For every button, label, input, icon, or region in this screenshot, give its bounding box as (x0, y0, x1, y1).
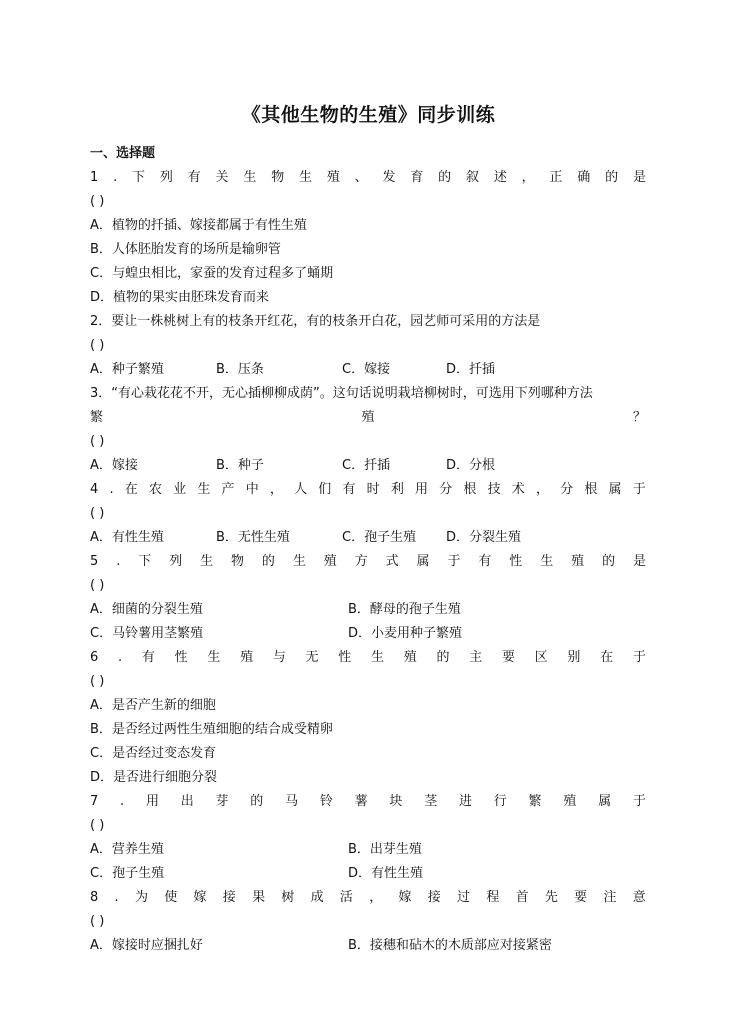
question-8-stem-char: 程 (486, 890, 500, 905)
question-4-stem-char: 有 (342, 482, 356, 497)
question-4-option-d: D．分裂生殖 (446, 530, 522, 545)
question-5-option-b: B．酵母的孢子生殖 (348, 602, 461, 617)
question-6-stem-char: 要 (501, 650, 515, 665)
question-5-options-row-1 (90, 598, 646, 622)
question-1-stem-char: 、 (354, 170, 368, 185)
question-8-option-a: A．嫁接时应捆扎好 (90, 938, 203, 953)
question-8-stem-char: 树 (281, 890, 295, 905)
question-6-stem-char: 6 (90, 650, 99, 665)
question-4-options (90, 526, 646, 550)
question-7-option-c: C．孢子生殖 (90, 866, 165, 881)
question-5-option-a: A．细菌的分裂生殖 (90, 602, 203, 617)
question-6-stem-char: 别 (567, 650, 581, 665)
question-3-options (90, 454, 646, 478)
question-1-option-d: D．植物的果实由胚珠发育而来 (90, 290, 270, 305)
question-1-answer-paren: ( ) (90, 194, 105, 209)
question-4-option-b: B．无性生殖 (216, 530, 290, 545)
question-6-stem-char: 在 (600, 650, 614, 665)
question-8-stem-char: 意 (632, 890, 646, 905)
question-4-stem-char: 于 (632, 482, 646, 497)
question-1-stem-char: 关 (215, 170, 229, 185)
question-8-stem-char: 使 (164, 890, 178, 905)
question-1-stem-char: 述 (493, 170, 507, 185)
question-4-stem-char: ， (535, 482, 549, 497)
question-3-option-d: D．分根 (446, 458, 496, 473)
question-6-stem-char: 主 (469, 650, 483, 665)
question-4-stem-char: ， (269, 482, 283, 497)
question-5-stem-char: 物 (231, 554, 245, 569)
question-5-stem-char: 属 (416, 554, 430, 569)
question-5-stem-char: 有 (478, 554, 492, 569)
question-6-stem-char: 生 (371, 650, 385, 665)
question-6-stem-char: 有 (141, 650, 155, 665)
question-4-stem-char: 中 (245, 482, 259, 497)
question-5-stem-char: 生 (200, 554, 214, 569)
question-2-option-b: B．压条 (216, 362, 264, 377)
question-2-option-d: D．扦插 (446, 362, 496, 377)
question-1-stem-char: 正 (549, 170, 563, 185)
question-4-stem-char: 分 (560, 482, 574, 497)
question-6-option-b: B．是否经过两性生殖细胞的结合成受精卵 (90, 722, 333, 737)
question-7-answer-paren: ( ) (90, 818, 105, 833)
question-1-stem-char: 生 (299, 170, 313, 185)
question-1-stem-char: 的 (605, 170, 619, 185)
question-3-stem: 3．“有心栽花花不开，无心插柳柳成荫”。这句话说明栽培柳树时，可选用下列哪种方法 (90, 386, 593, 401)
question-7-stem-char: 属 (598, 794, 612, 809)
question-8-answer-paren: ( ) (90, 914, 105, 929)
question-4-stem-char: 人 (294, 482, 308, 497)
question-6-stem (90, 646, 646, 670)
question-3-stem-continued-char: 繁 (90, 410, 104, 425)
question-1-stem-char: 生 (243, 170, 257, 185)
question-8-stem-char: 首 (515, 890, 529, 905)
question-6-stem-char: 生 (207, 650, 221, 665)
question-1-stem-char: ， (521, 170, 535, 185)
question-3-stem-continued-char: 殖 (361, 410, 375, 425)
question-6-stem-char: 性 (338, 650, 352, 665)
question-8-stem (90, 886, 646, 910)
question-8-stem-char: 8 (90, 890, 99, 905)
question-7-stem-char: . (120, 794, 125, 809)
question-6-stem-char: 区 (534, 650, 548, 665)
question-7-stem-char: 繁 (528, 794, 542, 809)
question-4-stem-char: 在 (124, 482, 138, 497)
question-7-stem-char: 块 (389, 794, 403, 809)
question-4-stem-char: 分 (439, 482, 453, 497)
question-3-stem-continued (90, 406, 646, 430)
question-8-stem-char: 过 (457, 890, 471, 905)
question-5-stem-char: 性 (509, 554, 523, 569)
question-5-stem-char: 的 (261, 554, 275, 569)
document-title: 《其他生物的生殖》同步训练 (241, 104, 496, 126)
question-6-stem-char: 的 (436, 650, 450, 665)
question-1-stem-char: 是 (632, 170, 646, 185)
question-4-answer-paren: ( ) (90, 506, 105, 521)
question-7-stem (90, 790, 646, 814)
question-8-options-row-1 (90, 934, 646, 958)
question-6-stem-char: 于 (632, 650, 646, 665)
question-5-stem (90, 550, 646, 574)
question-1-stem-char: 殖 (326, 170, 340, 185)
question-4-option-c: C．孢子生殖 (342, 530, 417, 545)
question-2-option-a: A．种子繁殖 (90, 362, 164, 377)
question-4-stem-char: 业 (173, 482, 187, 497)
question-5-option-c: C．马铃薯用茎繁殖 (90, 626, 204, 641)
question-7-stem-char: 茎 (424, 794, 438, 809)
section-heading: 一、选择题 (90, 146, 156, 161)
question-2-options (90, 358, 646, 382)
question-7-option-d: D．有性生殖 (348, 866, 424, 881)
question-4-stem-char: 根 (463, 482, 477, 497)
question-7-option-a: A．营养生殖 (90, 842, 164, 857)
question-7-stem-char: 薯 (354, 794, 368, 809)
question-6-stem-char: . (118, 650, 123, 665)
question-7-stem-char: 铃 (319, 794, 333, 809)
question-5-options-row-2 (90, 622, 646, 646)
question-5-stem-char: 的 (602, 554, 616, 569)
question-8-stem-char: 为 (134, 890, 148, 905)
question-4-stem-char: 术 (511, 482, 525, 497)
question-5-stem-char: 殖 (571, 554, 585, 569)
question-7-stem-char: 出 (180, 794, 194, 809)
question-4-stem-char: . (109, 482, 114, 497)
question-8-stem-char: 活 (339, 890, 353, 905)
question-7-option-b: B．出芽生殖 (348, 842, 422, 857)
question-6-stem-char: 与 (272, 650, 286, 665)
question-3-option-b: B．种子 (216, 458, 264, 473)
question-7-stem-char: 马 (285, 794, 299, 809)
question-4-stem-char: 农 (148, 482, 162, 497)
question-4-option-a: A．有性生殖 (90, 530, 164, 545)
question-1-option-b: B．人体胚胎发育的场所是输卵管 (90, 242, 281, 257)
question-8-stem-char: 接 (222, 890, 236, 905)
question-8-stem-char: 先 (544, 890, 558, 905)
question-8-stem-char: 要 (574, 890, 588, 905)
question-6-option-a: A．是否产生新的细胞 (90, 698, 216, 713)
question-7-stem-char: 进 (458, 794, 472, 809)
question-4-stem-char: 用 (415, 482, 429, 497)
question-8-stem-char: 注 (603, 890, 617, 905)
question-4-stem-char: 技 (487, 482, 501, 497)
question-6-option-d: D．是否进行细胞分裂 (90, 770, 218, 785)
question-2-answer-paren: ( ) (90, 338, 105, 353)
question-8-stem-char: 嫁 (398, 890, 412, 905)
question-4-stem-char: 属 (608, 482, 622, 497)
question-7-stem-char: 芽 (215, 794, 229, 809)
question-1-stem-char: 发 (382, 170, 396, 185)
question-7-stem-char: 的 (250, 794, 264, 809)
question-6-stem-char: 殖 (240, 650, 254, 665)
question-7-stem-char: 行 (493, 794, 507, 809)
question-8-stem-char: . (114, 890, 119, 905)
question-1-stem-char: 叙 (465, 170, 479, 185)
question-8-stem-char: 接 (427, 890, 441, 905)
question-7-stem-char: 殖 (563, 794, 577, 809)
question-4-stem-char: 4 (90, 482, 99, 497)
question-6-option-c: C．是否经过变态发育 (90, 746, 217, 761)
question-2-stem: 2．要让一株桃树上有的枝条开红花，有的枝条开白花，园艺师可采用的方法是 (90, 314, 541, 329)
question-7-options-row-1 (90, 838, 646, 862)
question-5-stem-char: 5 (90, 554, 99, 569)
question-1-stem (90, 166, 646, 190)
question-5-stem-char: 殖 (323, 554, 337, 569)
question-1-option-c: C．与蝗虫相比，家蚕的发育过程多了蛹期 (90, 266, 334, 281)
question-8-stem-char: 成 (310, 890, 324, 905)
question-1-stem-char: 下 (132, 170, 146, 185)
question-3-option-c: C．扦插 (342, 458, 391, 473)
question-8-stem-char: 果 (252, 890, 266, 905)
question-1-stem-char: 有 (187, 170, 201, 185)
question-6-stem-char: 性 (174, 650, 188, 665)
question-5-stem-char: 下 (138, 554, 152, 569)
question-1-stem-char: . (113, 170, 118, 185)
question-6-stem-char: 无 (305, 650, 319, 665)
question-5-stem-char: 生 (540, 554, 554, 569)
question-1-option-a: A．植物的扦插、嫁接都属于有性生殖 (90, 218, 307, 233)
question-7-options-row-2 (90, 862, 646, 886)
question-8-stem-char: 嫁 (193, 890, 207, 905)
question-7-stem-char: 7 (90, 794, 99, 809)
question-8-option-b: B．接穗和砧木的木质部应对接紧密 (348, 938, 552, 953)
question-6-answer-paren: ( ) (90, 674, 105, 689)
question-7-stem-char: 于 (632, 794, 646, 809)
question-1-stem-char: 育 (410, 170, 424, 185)
question-2-option-c: C．嫁接 (342, 362, 391, 377)
question-5-option-d: D．小麦用种子繁殖 (348, 626, 463, 641)
question-5-stem-char: 式 (385, 554, 399, 569)
question-4-stem-char: 产 (221, 482, 235, 497)
question-5-stem-char: 生 (292, 554, 306, 569)
question-6-stem-char: 殖 (403, 650, 417, 665)
question-4-stem-char: 根 (584, 482, 598, 497)
question-list (90, 142, 646, 958)
question-4-stem-char: 利 (390, 482, 404, 497)
question-1-stem-char: 物 (271, 170, 285, 185)
question-7-stem-char: 用 (145, 794, 159, 809)
question-3-answer-paren: ( ) (90, 434, 105, 449)
question-4-stem (90, 478, 646, 502)
question-5-answer-paren: ( ) (90, 578, 105, 593)
question-5-stem-char: 列 (169, 554, 183, 569)
question-8-stem-char: ， (369, 890, 383, 905)
question-1-stem-char: 的 (438, 170, 452, 185)
question-4-stem-char: 生 (197, 482, 211, 497)
question-5-stem-char: . (116, 554, 121, 569)
question-1-stem-char: 列 (159, 170, 173, 185)
question-4-stem-char: 时 (366, 482, 380, 497)
question-1-stem-char: 1 (90, 170, 99, 185)
question-5-stem-char: 是 (632, 554, 646, 569)
question-5-stem-char: 于 (447, 554, 461, 569)
question-3-option-a: A．嫁接 (90, 458, 138, 473)
question-4-stem-char: 们 (318, 482, 332, 497)
question-5-stem-char: 方 (354, 554, 368, 569)
question-3-stem-continued-char: ？ (632, 410, 646, 425)
question-1-stem-char: 确 (577, 170, 591, 185)
